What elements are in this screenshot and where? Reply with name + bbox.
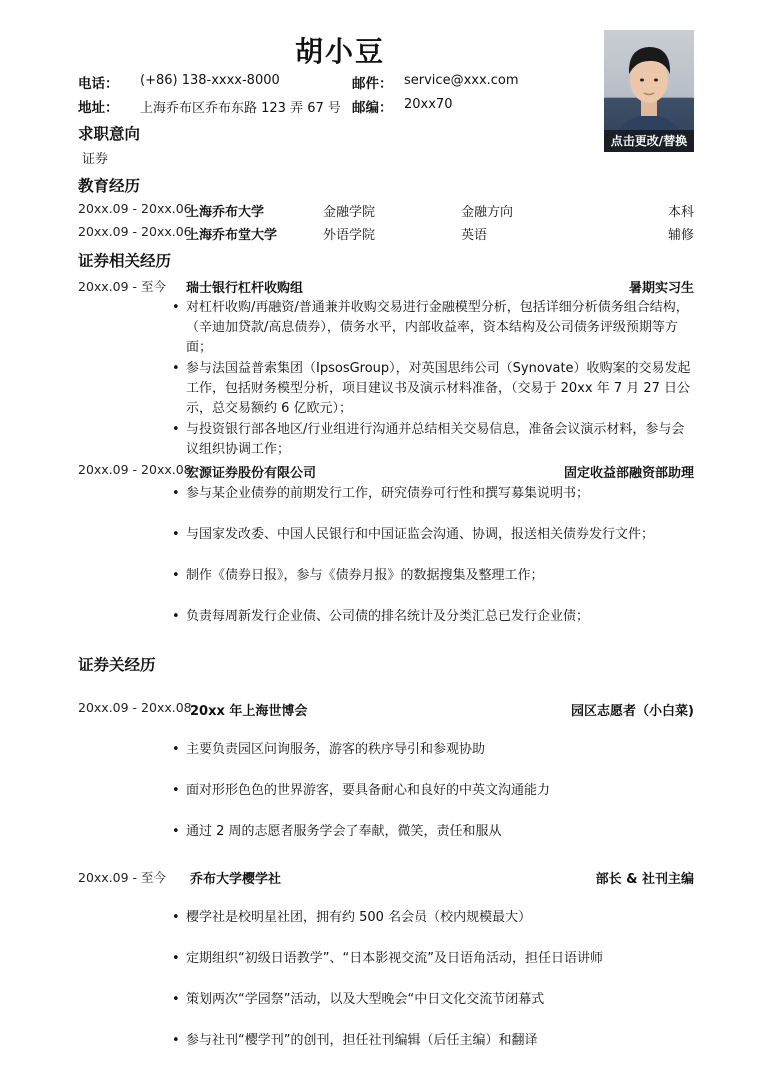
exp-date: 20xx.09 - 20xx.08 (78, 462, 192, 477)
list-item: • 通过 2 周的志愿者服务学会了奉献，微笑，责任和服从 (172, 822, 696, 842)
list-item: • 主要负责园区问询服务，游客的秩序导引和参观协助 (172, 740, 696, 760)
other-bullets (172, 908, 696, 1051)
email-value: service@xxx.com (404, 73, 519, 88)
list-item: • 面对形形色色的世界游客，要具备耐心和良好的中英文沟通能力 (172, 781, 696, 801)
list-item: • 负责每周新发行企业债、公司债的排名统计及分类汇总已发行企业债； (172, 607, 696, 627)
edu-date: 20xx.09 - 20xx.06 (78, 201, 192, 216)
exp-role: 固定收益部融资部助理 (563, 466, 694, 481)
edu-date: 20xx.09 - 20xx.06 (78, 224, 192, 239)
list-item: • 制作《债券日报》，参与《债券月报》的数据搜集及整理工作； (172, 566, 696, 586)
experience-title: 证券相关经历 (78, 252, 172, 270)
other-role: 园区志愿者（小白菜) (571, 704, 694, 719)
list-item: • 与投资银行部各地区/行业组进行沟通并总结相关交易信息，准备会议演示材料，参与会议组织协调工作； (172, 420, 696, 460)
objective-value: 证券 (82, 152, 109, 167)
edu-major: 金融方向 (461, 205, 514, 220)
list-item: • 定期组织“初级日语教学”、“日本影视交流”及日语角活动，担任日语讲师 (172, 949, 696, 969)
list-item: • 参与社刊“樱学刊”的创刊，担任社刊编辑（后任主编）和翻译 (172, 1031, 696, 1051)
other-org: 20xx 年上海世博会 (190, 704, 308, 719)
profile-photo[interactable] (604, 30, 694, 152)
list-item: • 樱学社是校明星社团，拥有约 500 名会员（校内规模最大） (172, 908, 696, 928)
zip-label: 邮编： (352, 100, 393, 116)
zip-value: 20xx70 (404, 97, 453, 112)
email-label: 邮件： (352, 76, 393, 92)
other-date: 20xx.09 - 20xx.08 (78, 700, 192, 715)
exp-org: 宏源证券股份有限公司 (186, 466, 317, 481)
edu-college: 外语学院 (323, 228, 376, 243)
list-item: • 对杠杆收购/再融资/普通兼并收购交易进行金融模型分析，包括详细分析债务组合结构，（辛迪加贷款/高息债券），债务水平，内部收益率，资本结构及公司债务评级预期等方面； (172, 298, 696, 358)
edu-degree: 本科 (667, 205, 694, 220)
other-org: 乔布大学樱学社 (190, 872, 282, 887)
address-label: 地址： (78, 100, 119, 116)
exp-org: 瑞士银行杠杆收购组 (186, 281, 304, 296)
list-item: • 策划两次“学园祭”活动，以及大型晚会“中日文化交流节闭幕式 (172, 990, 696, 1010)
other-bullets (172, 740, 696, 842)
edu-major: 英语 (461, 228, 488, 243)
exp-bullets (172, 484, 696, 627)
list-item: • 参与某企业债券的前期发行工作，研究债券可行性和撰写募集说明书； (172, 484, 696, 504)
list-item: • 参与法国益普索集团（IpsosGroup），对英国思纬公司（Synovate）收购案的交易发起工作，包括财务模型分析，项目建议书及演示材料准备，（交易于 20xx 年 7 月 27 日公示，总交易额约 6 亿欧元）； (172, 359, 696, 419)
address-value: 上海乔布区乔布东路 123 弄 67 号 (140, 101, 341, 116)
edu-degree: 辅修 (667, 228, 694, 243)
exp-role: 暑期实习生 (628, 281, 694, 296)
photo-change-button[interactable]: 点击更改/替换 (604, 130, 694, 152)
list-item: • 与国家发改委、中国人民银行和中国证监会沟通、协调，报送相关债券发行文件； (172, 525, 696, 545)
other-title: 证券关经历 (78, 656, 156, 674)
exp-date: 20xx.09 - 至今 (78, 279, 167, 294)
education-title: 教育经历 (78, 177, 141, 195)
other-date: 20xx.09 - 至今 (78, 870, 167, 885)
exp-bullets (172, 298, 696, 460)
other-role: 部长 & 社刊主编 (595, 872, 694, 887)
edu-school: 上海乔布大学 (186, 205, 265, 220)
edu-college: 金融学院 (323, 205, 376, 220)
phone-label: 电话： (78, 76, 119, 92)
phone-value: (+86) 138-xxxx-8000 (140, 73, 280, 88)
candidate-name: 胡小豆 (294, 35, 385, 68)
edu-school: 上海乔布堂大学 (186, 228, 278, 243)
objective-title: 求职意向 (78, 125, 141, 143)
